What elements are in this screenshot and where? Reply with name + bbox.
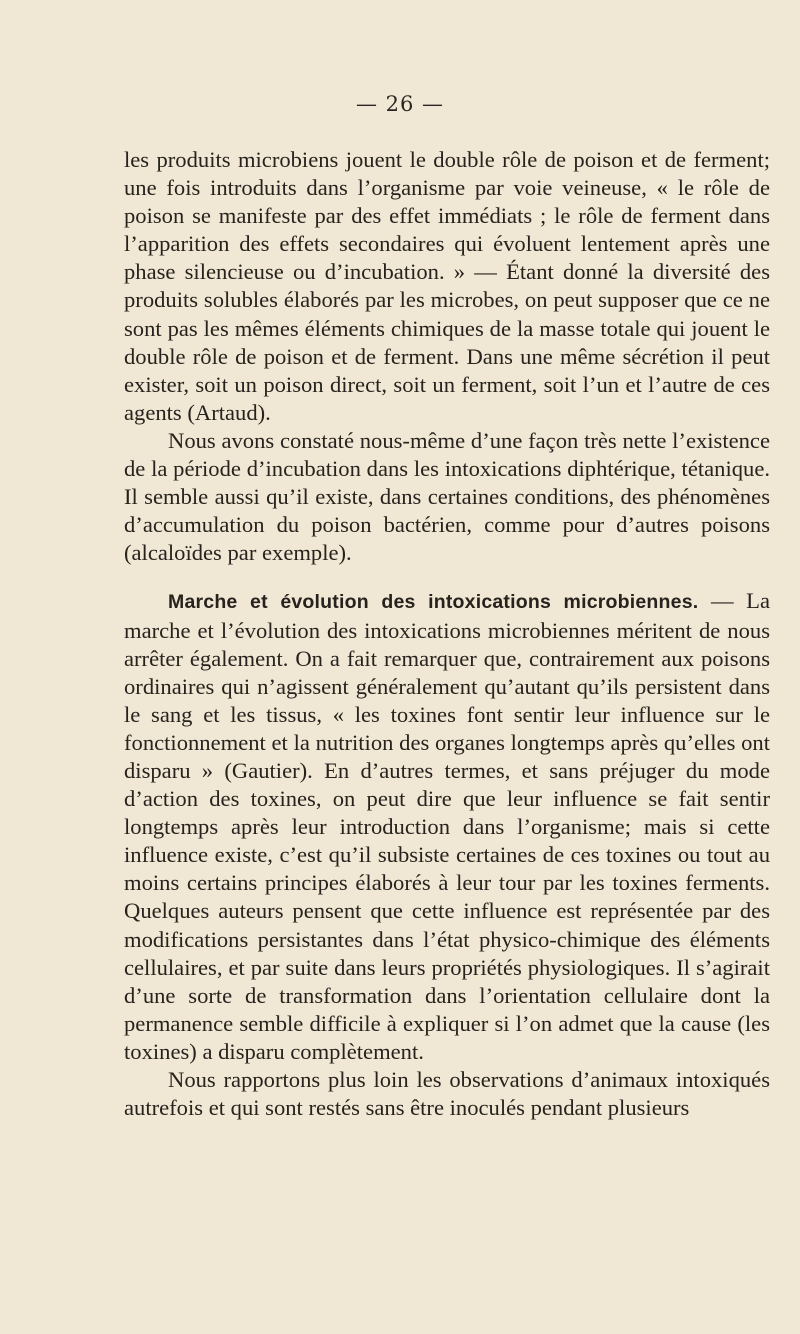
paragraph-4: Nous rapportons plus loin les observations d’animaux intoxiqués autrefois et qui sont restés sans être inoculés pendant plusieurs (124, 1067, 770, 1121)
paragraph-2: Nous avons constaté nous-même d’une façon très nette l’existence de la période d’incubation dans les intoxications diphtérique, tétanique. Il semble aussi qu’il existe, dans certaines conditions, des phénomènes d’accumulation du poison bactérien, comme pour d’autres poisons (alcaloïdes par exemple). (124, 427, 770, 566)
paragraph-1: les produits microbiens jouent le double rôle de poison et de ferment; une fois introduits dans l’organisme par voie veineuse, « le rôle de poison se manifeste par des effet immédiats ; le rôle de ferment dans l’apparition des effets secondaires qui évoluent lentement après une phase silencieuse ou d’incubation. » — Étant donné la diversité des produits solubles élaborés par les microbes, on peut supposer que ce ne sont pas les mêmes éléments chimiques de la masse totale qui jouent le double rôle de poison et de ferment. Dans une même sécrétion il peut exister, soit un poison direct, soit un ferment, soit l’un et l’autre de ces agents (Artaud). (124, 147, 770, 425)
page-number: — 26 — (355, 92, 445, 116)
body-text (124, 146, 770, 1122)
section-paragraph (124, 587, 770, 1066)
section-paragraph-text: — La marche et l’évolution des intoxications microbiennes méritent de nous arrêter également. On a fait remarquer que, contrairement aux poisons ordinaires qui n’agissent généralement qu’autant qu’ils persistent dans le sang et les tissus, « les toxines font sentir leur influence sur le fonctionnement et la nutrition des organes longtemps après qu’elles ont disparu » (Gautier). En d’autres termes, et sans préjuger du mode d’action des toxines, on peut dire que leur influence se fait sentir longtemps après leur introduction dans l’organisme; mais si cette influence existe, c’est qu’il subsiste certaines de ces toxines ou tout au moins certains principes élaborés à leur tour par les toxines ferments. Quelques auteurs pensent que cette influence est représentée par des modifications persistantes dans l’état physico-chimique des éléments cellulaires, et par suite dans leurs propriétés physiologiques. Il s’agirait d’une sorte de transformation dans l’orientation cellulaire dont la permanence semble difficile à expliquer si l’on admet que la cause (les toxines) a disparu complètement. (124, 588, 770, 1064)
section-heading: Marche et évolution des intoxications microbiennes. (168, 591, 699, 614)
